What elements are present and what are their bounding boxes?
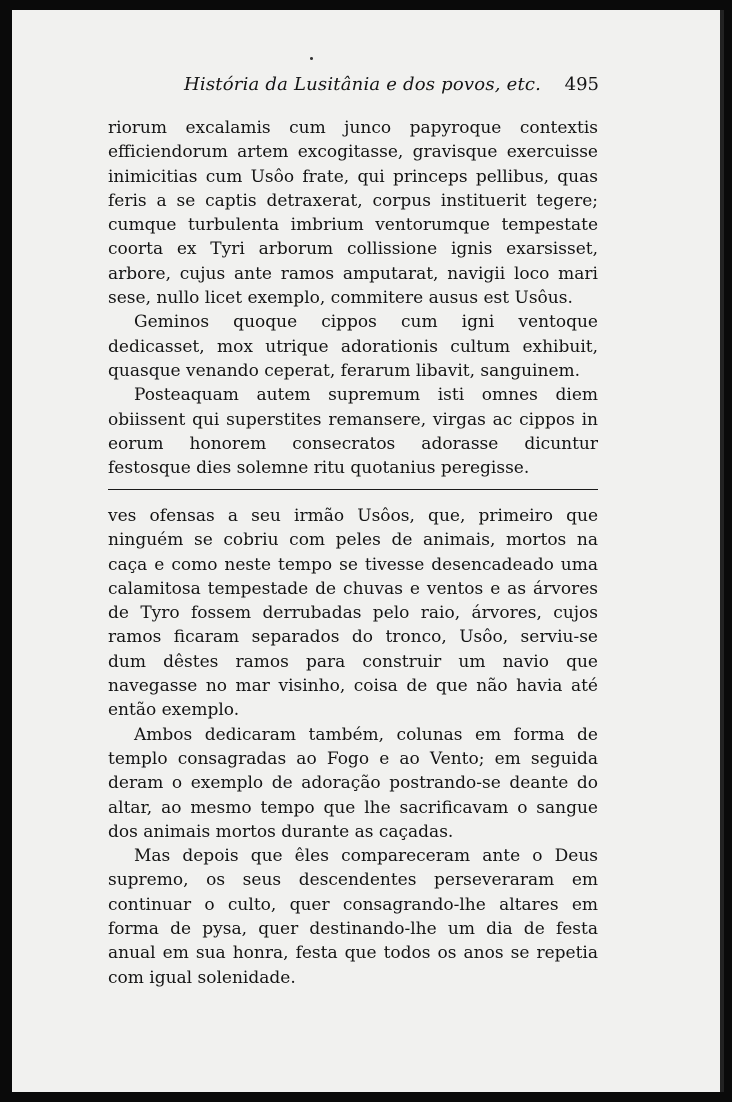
separator-rule (108, 489, 598, 490)
portuguese-text (108, 504, 598, 990)
latin-paragraph-1: riorum excalamis cum junco papyroque contextis efficiendorum artem excogitasse, gravisque exercuisse inimicitias cum Usôo frate, qui princeps pellibus, quas feris a se captis detraxerat, corpus instituerit tegere; cumque turbulenta imbrium ventorumque tempestate coorta ex Tyri arborum collissione ignis exarsisset, arbore, cujus ante ramos amputarat, navigii loco mari sese, nullo licet exemplo, commitere ausus est Usôus. (108, 118, 598, 309)
running-title: História da Lusitânia e dos povos, etc. (184, 74, 542, 95)
latin-text (108, 116, 598, 480)
portuguese-paragraph-1: ves ofensas a seu irmão Usôos, que, primeiro que ninguém se cobriu com peles de animais, mortos na caça e como neste tempo se tivesse desencadeado uma calamitosa tempestade de chuvas e ventos e as árvores de Tyro fossem derrubadas pelo raio, árvores, cujos ramos ficaram separados do tronco, Usôo, serviu-se dum dêstes ramos para construir um navio que navegasse no mar visinho, coisa de que não havia até então exemplo. (108, 506, 598, 721)
print-speck (310, 57, 313, 60)
book-page (12, 10, 724, 1092)
scan-edge (720, 10, 724, 1092)
running-header (114, 74, 599, 102)
latin-paragraph-3: Posteaquam autem supremum isti omnes diem obiissent qui superstites remansere, virgas ac cippos in eorum honorem consecratos adorasse dicuntur festosque dies solemne ritu quotanius peregisse. (108, 385, 598, 479)
latin-paragraph-2: Geminos quoque cippos cum igni ventoque dedicasset, mox utrique adorationis cultum exhibuit, quasque venando ceperat, ferarum libavit, sanguinem. (108, 312, 598, 381)
portuguese-paragraph-3: Mas depois que êles compareceram ante o Deus supremo, os seus descendentes perseveraram em continuar o culto, quer consagrando-lhe altares em forma de pysa, quer destinando-lhe um dia de festa anual em sua honra, festa que todos os anos se repetia com igual solenidade. (108, 846, 598, 988)
portuguese-paragraph-2: Ambos dedicaram também, colunas em forma de templo consagradas ao Fogo e ao Vento; em seguida deram o exemplo de adoração postrando-se deante do altar, ao mesmo tempo que lhe sacrificavam o sangue dos animais mortos durante as caçadas. (108, 724, 598, 842)
page-number: 495 (564, 74, 599, 95)
